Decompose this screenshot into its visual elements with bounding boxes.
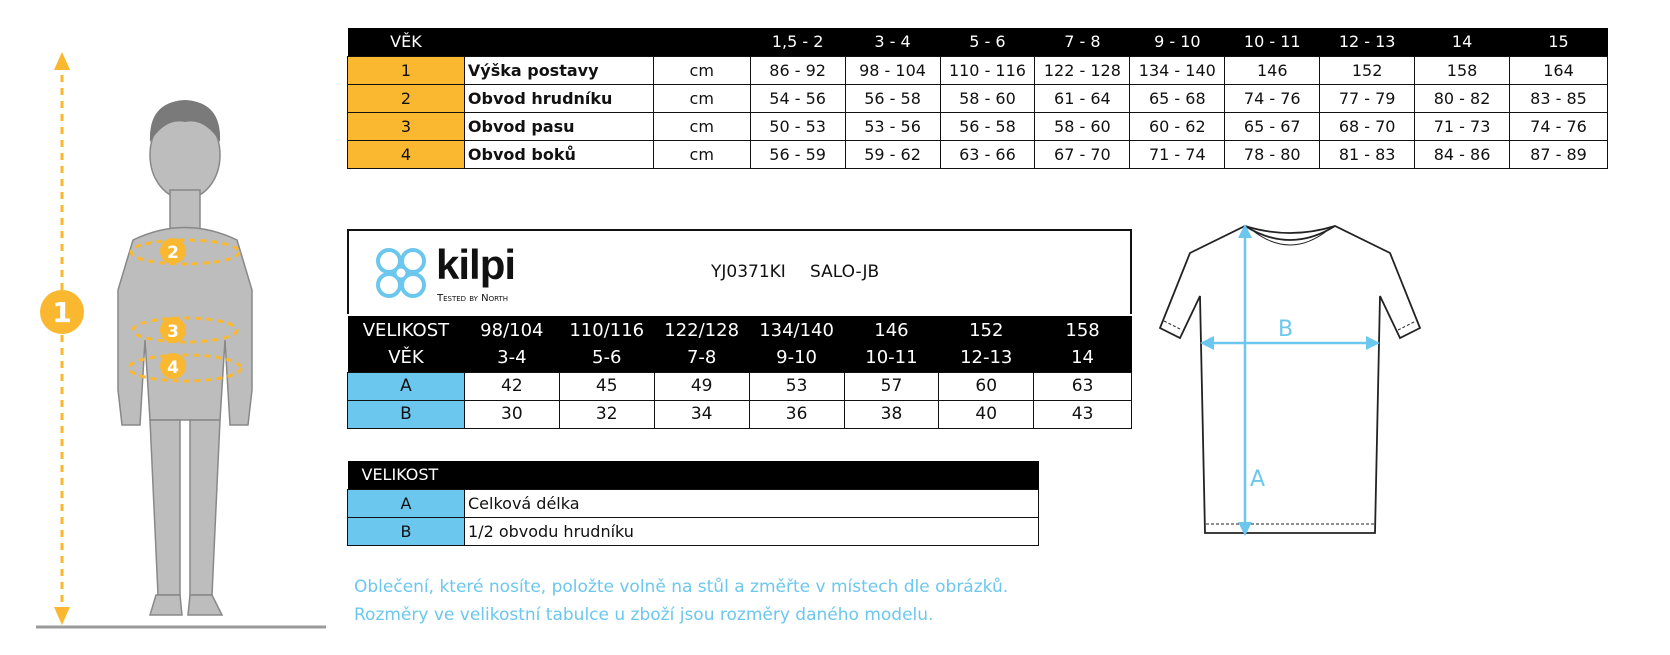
age-cell: 10-11 (844, 344, 939, 372)
value-cell: 77 - 79 (1320, 84, 1415, 112)
row-number: 2 (348, 84, 465, 112)
value-cell: 81 - 83 (1320, 140, 1415, 168)
age-header-row (348, 344, 1132, 372)
product-model: SALO-JB (810, 262, 880, 282)
value-cell: 57 (844, 372, 939, 400)
size-cell: 110/116 (559, 316, 654, 344)
value-cell: 58 - 60 (1035, 112, 1130, 140)
note-measure: Oblečení, které nosíte, položte volně na stůl a změřte v místech dle obrázků. (354, 577, 1009, 597)
row-unit: cm (653, 112, 750, 140)
header-cell (653, 28, 750, 56)
label-b: B (1278, 317, 1294, 342)
marker-2-text: 2 (167, 243, 179, 263)
legend-table (347, 461, 1039, 546)
marker-4-text: 4 (167, 358, 179, 378)
header-cell: 14 (1415, 28, 1510, 56)
header-cell: 1,5 - 2 (750, 28, 845, 56)
value-cell: 67 - 70 (1035, 140, 1130, 168)
row-description: Celková délka (465, 489, 1039, 517)
value-cell: 54 - 56 (750, 84, 845, 112)
tshirt-diagram (1150, 218, 1430, 538)
value-cell: 74 - 76 (1510, 112, 1608, 140)
header-cell: 10 - 11 (1225, 28, 1320, 56)
value-cell: 43 (1034, 400, 1132, 428)
row-label: Obvod hrudníku (464, 84, 653, 112)
age-cell: 5-6 (559, 344, 654, 372)
value-cell: 110 - 116 (940, 56, 1035, 84)
age-cell: 14 (1034, 344, 1132, 372)
table-row (348, 56, 1608, 84)
value-cell: 63 - 66 (940, 140, 1035, 168)
value-cell: 56 - 58 (940, 112, 1035, 140)
value-cell: 56 - 59 (750, 140, 845, 168)
size-label: VELIKOST (348, 316, 465, 344)
size-cell: 134/140 (749, 316, 844, 344)
row-unit: cm (653, 56, 750, 84)
header-cell: 3 - 4 (845, 28, 940, 56)
row-label: Výška postavy (464, 56, 653, 84)
brand-tagline: Tested by North (437, 293, 509, 304)
value-cell: 61 - 64 (1035, 84, 1130, 112)
child-measurement-figure (30, 50, 330, 630)
value-cell: 58 - 60 (940, 84, 1035, 112)
value-cell: 53 - 56 (845, 112, 940, 140)
value-cell: 158 (1415, 56, 1510, 84)
size-cell: 122/128 (654, 316, 749, 344)
value-cell: 68 - 70 (1320, 112, 1415, 140)
value-cell: 38 (844, 400, 939, 428)
value-cell: 34 (654, 400, 749, 428)
value-cell: 71 - 73 (1415, 112, 1510, 140)
value-cell: 71 - 74 (1130, 140, 1225, 168)
row-label: Obvod pasu (464, 112, 653, 140)
table-row (348, 112, 1608, 140)
row-number: 4 (348, 140, 465, 168)
value-cell: 78 - 80 (1225, 140, 1320, 168)
note-dimensions: Rozměry ve velikostní tabulce u zboží jsou rozměry daného modelu. (354, 605, 934, 625)
marker-3-text: 3 (167, 322, 179, 342)
value-cell: 98 - 104 (845, 56, 940, 84)
row-number: 1 (348, 56, 465, 84)
value-cell: 83 - 85 (1510, 84, 1608, 112)
value-cell: 146 (1225, 56, 1320, 84)
age-header-row (348, 28, 1608, 56)
header-cell: 7 - 8 (1035, 28, 1130, 56)
row-label: Obvod boků (464, 140, 653, 168)
value-cell: 74 - 76 (1225, 84, 1320, 112)
age-cell: 3-4 (464, 344, 559, 372)
row-unit: cm (653, 140, 750, 168)
legend-header: VELIKOST (348, 461, 1039, 489)
value-cell: 164 (1510, 56, 1608, 84)
marker-1-text: 1 (52, 296, 72, 329)
header-cell (464, 28, 653, 56)
value-cell: 45 (559, 372, 654, 400)
row-key: B (348, 517, 465, 545)
value-cell: 80 - 82 (1415, 84, 1510, 112)
value-cell: 86 - 92 (750, 56, 845, 84)
value-cell: 84 - 86 (1415, 140, 1510, 168)
value-cell: 152 (1320, 56, 1415, 84)
age-cell: 12-13 (939, 344, 1034, 372)
value-cell: 42 (464, 372, 559, 400)
row-number: 3 (348, 112, 465, 140)
table-row (348, 84, 1608, 112)
legend-header-row (348, 461, 1039, 489)
row-description: 1/2 obvodu hrudníku (465, 517, 1039, 545)
body-measurement-table (347, 28, 1608, 169)
value-cell: 60 - 62 (1130, 112, 1225, 140)
value-cell: 30 (464, 400, 559, 428)
table-row (348, 517, 1039, 545)
garment-size-table (347, 316, 1132, 429)
age-cell: 9-10 (749, 344, 844, 372)
row-key: B (348, 400, 465, 428)
header-cell: 5 - 6 (940, 28, 1035, 56)
value-cell: 87 - 89 (1510, 140, 1608, 168)
header-cell: 9 - 10 (1130, 28, 1225, 56)
header-cell: 15 (1510, 28, 1608, 56)
label-a: A (1250, 467, 1266, 492)
value-cell: 65 - 68 (1130, 84, 1225, 112)
table-row (348, 489, 1039, 517)
value-cell: 60 (939, 372, 1034, 400)
header-cell: VĚK (348, 28, 465, 56)
size-cell: 152 (939, 316, 1034, 344)
kilpi-logo-icon (369, 241, 433, 305)
size-header-row (348, 316, 1132, 344)
row-unit: cm (653, 84, 750, 112)
value-cell: 53 (749, 372, 844, 400)
header-cell: 12 - 13 (1320, 28, 1415, 56)
row-key: A (348, 489, 465, 517)
brand-name: kilpi (436, 241, 516, 288)
size-cell: 146 (844, 316, 939, 344)
value-cell: 36 (749, 400, 844, 428)
product-code: YJ0371KI (711, 262, 786, 282)
value-cell: 40 (939, 400, 1034, 428)
value-cell: 50 - 53 (750, 112, 845, 140)
product-header-panel (347, 229, 1132, 314)
value-cell: 56 - 58 (845, 84, 940, 112)
row-key: A (348, 372, 465, 400)
size-cell: 158 (1034, 316, 1132, 344)
value-cell: 32 (559, 400, 654, 428)
value-cell: 59 - 62 (845, 140, 940, 168)
table-row (348, 400, 1132, 428)
value-cell: 63 (1034, 372, 1132, 400)
table-row (348, 372, 1132, 400)
table-row (348, 140, 1608, 168)
value-cell: 122 - 128 (1035, 56, 1130, 84)
value-cell: 49 (654, 372, 749, 400)
size-cell: 98/104 (464, 316, 559, 344)
age-label: VĚK (348, 344, 465, 372)
value-cell: 65 - 67 (1225, 112, 1320, 140)
value-cell: 134 - 140 (1130, 56, 1225, 84)
age-cell: 7-8 (654, 344, 749, 372)
